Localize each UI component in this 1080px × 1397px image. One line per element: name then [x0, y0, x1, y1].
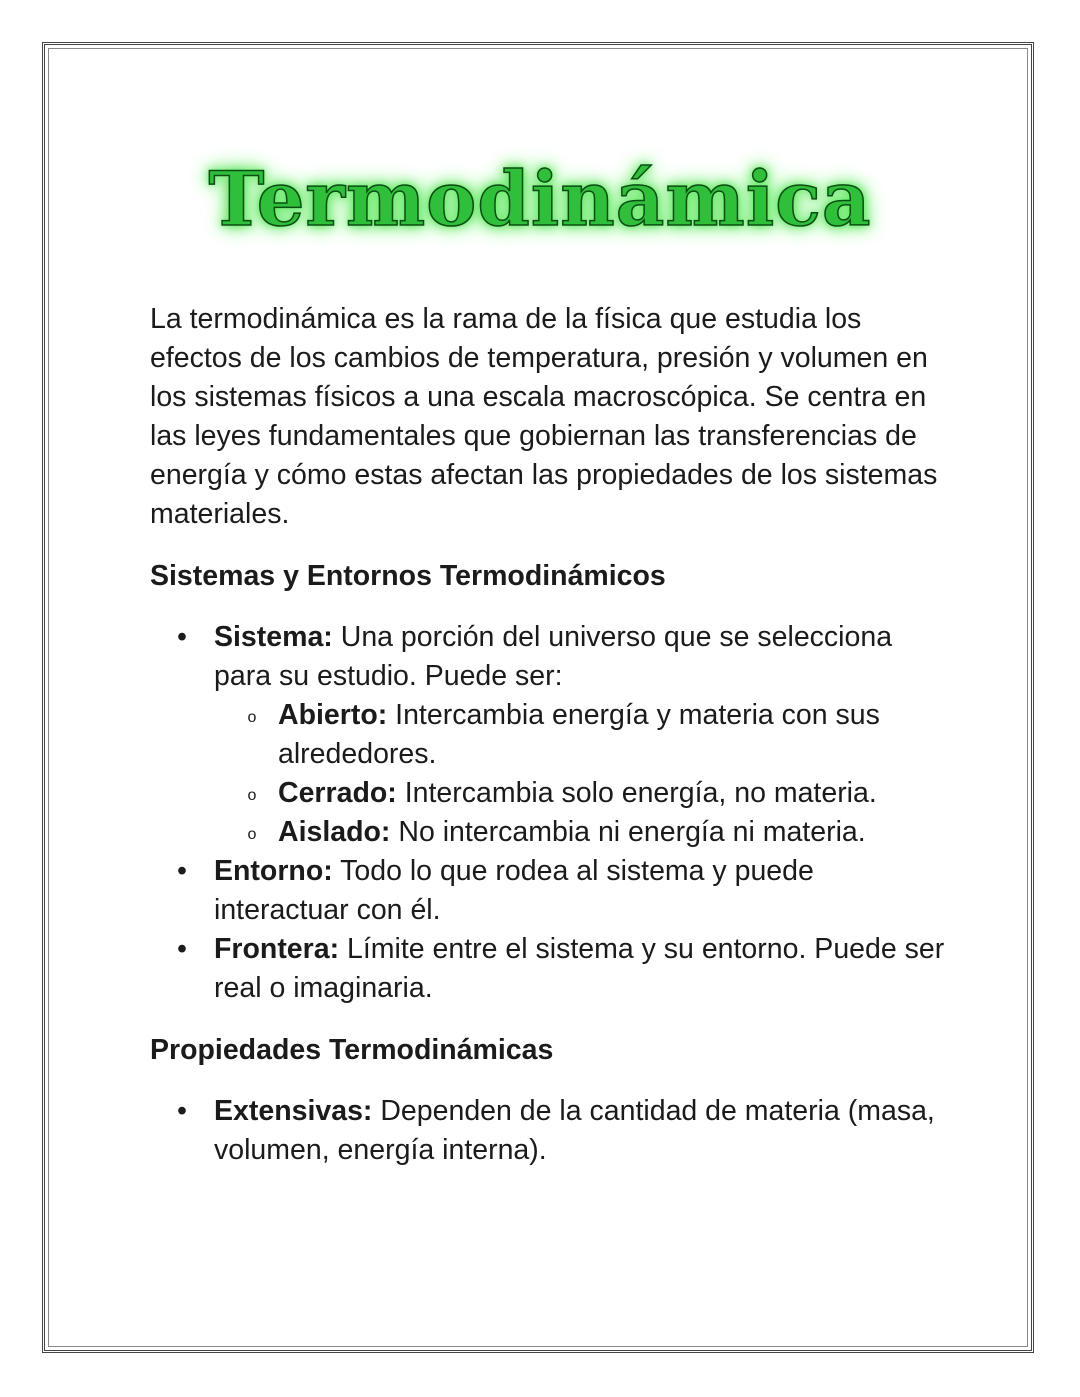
- term-description: Intercambia solo energía, no materia.: [396, 777, 877, 809]
- list-item-abierto: [247, 696, 950, 774]
- list-item-extensivas: [177, 1092, 950, 1170]
- term-label: Extensivas:: [214, 1095, 373, 1127]
- properties-list: [150, 1092, 950, 1170]
- hollow-bullet-icon: o: [247, 787, 257, 804]
- term-description: Todo lo que rodea al sistema y puede interactuar con él.: [214, 855, 814, 926]
- hollow-bullet-icon: o: [247, 826, 257, 843]
- term-label: Frontera:: [214, 933, 340, 965]
- page-title: Termodinámica: [208, 155, 872, 243]
- bullet-icon: •: [177, 1095, 187, 1127]
- term-description: No intercambia ni energía ni materia.: [390, 816, 866, 848]
- term-label: Entorno:: [214, 855, 333, 887]
- term-label: Aislado:: [278, 816, 391, 848]
- term-label: Abierto:: [278, 699, 388, 731]
- intro-paragraph: La termodinámica es la rama de la física que estudia los efectos de los cambios de temperatura, presión y volumen en los sistemas físicos a una escala macroscópica. Se centra en las leyes fundamentales que gobiernan las transferencias de energía y cómo estas afectan las propiedades de los sistemas materiales.: [150, 303, 938, 530]
- list-item-frontera: [177, 930, 950, 1008]
- term-description: Una porción del universo que se selecciona para su estudio. Puede ser:: [214, 621, 893, 692]
- bullet-icon: •: [177, 855, 187, 887]
- list-item-cerrado: [247, 774, 950, 813]
- term-description: Dependen de la cantidad de materia (masa, volumen, energía interna).: [214, 1095, 935, 1166]
- list-item-entorno: [177, 852, 950, 930]
- bullet-icon: •: [177, 621, 187, 653]
- term-description: Intercambia energía y materia con sus alrededores.: [278, 699, 880, 770]
- list-item-sistema: [177, 618, 950, 852]
- term-label: Cerrado:: [278, 777, 397, 809]
- systems-list: [150, 618, 950, 1008]
- bullet-icon: •: [177, 933, 187, 965]
- term-description: Límite entre el sistema y su entorno. Puede ser real o imaginaria.: [214, 933, 945, 1004]
- section-heading-systems: Sistemas y Entornos Termodinámicos: [150, 560, 666, 592]
- term-label: Sistema:: [214, 621, 333, 653]
- document-body: [150, 300, 950, 1170]
- hollow-bullet-icon: o: [247, 709, 257, 726]
- section-heading-properties: Propiedades Termodinámicas: [150, 1034, 554, 1066]
- system-types-list: [214, 696, 950, 852]
- list-item-aislado: [247, 813, 950, 852]
